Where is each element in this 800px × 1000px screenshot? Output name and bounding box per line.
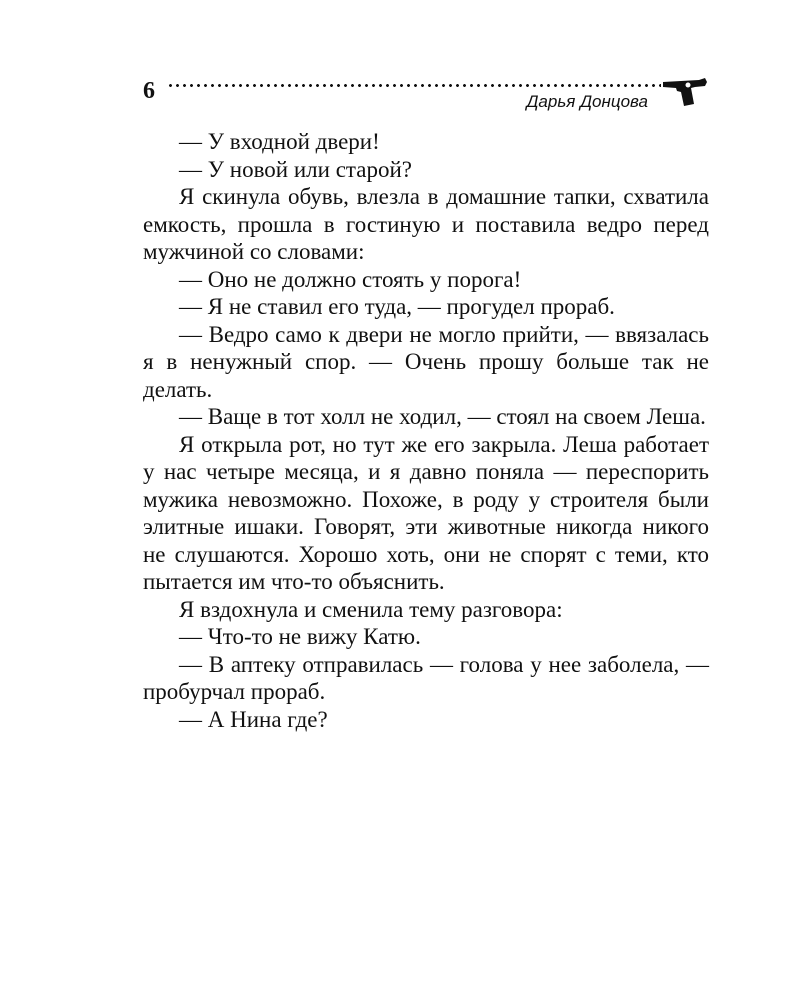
- paragraph: — Оно не должно стоять у порога!: [179, 266, 522, 292]
- paragraph: — У новой или старой?: [179, 156, 412, 182]
- paragraph: Я скинула обувь, влезла в домашние тапки, схватила емкость, прошла в гостиную и поставила ведро перед мужчиной со словами:: [143, 184, 709, 264]
- paragraph: — У входной двери!: [179, 129, 380, 154]
- running-title: Дарья Донцова: [526, 92, 648, 111]
- paragraph: — В аптеку отправилась — голова у нее заболела, — пробурчал прораб.: [143, 651, 709, 704]
- paragraph: Я вздохнула и сменила тему разговора:: [179, 596, 563, 622]
- body-text: [143, 128, 709, 733]
- dot-leader: [167, 84, 661, 87]
- page-number: 6: [143, 78, 155, 104]
- page-header: [143, 68, 713, 118]
- paragraph: Я открыла рот, но тут же его закрыла. Леша работает у нас четыре месяца, и я давно поняла — переспорить мужика невозможно. Похоже, в роду у строителя были элитные ишаки. Говорят, эти животные никогда никого не слушаются. Хорошо хоть, они не спорят с теми, кто пытается им что-то объяснить.: [143, 431, 709, 594]
- paragraph: — Что-то не вижу Катю.: [179, 624, 421, 649]
- revolver-icon: [661, 76, 709, 108]
- paragraph: — Ведро само к двери не могло прийти, — ввязалась я в ненужный спор. — Очень прошу больше так не делать.: [143, 321, 709, 402]
- paragraph: — А Нина где?: [179, 706, 328, 732]
- paragraph: — Ваще в тот холл не ходил, — стоял на своем Леша.: [179, 404, 706, 429]
- paragraph: — Я не ставил его туда, — прогудел прораб.: [179, 294, 615, 319]
